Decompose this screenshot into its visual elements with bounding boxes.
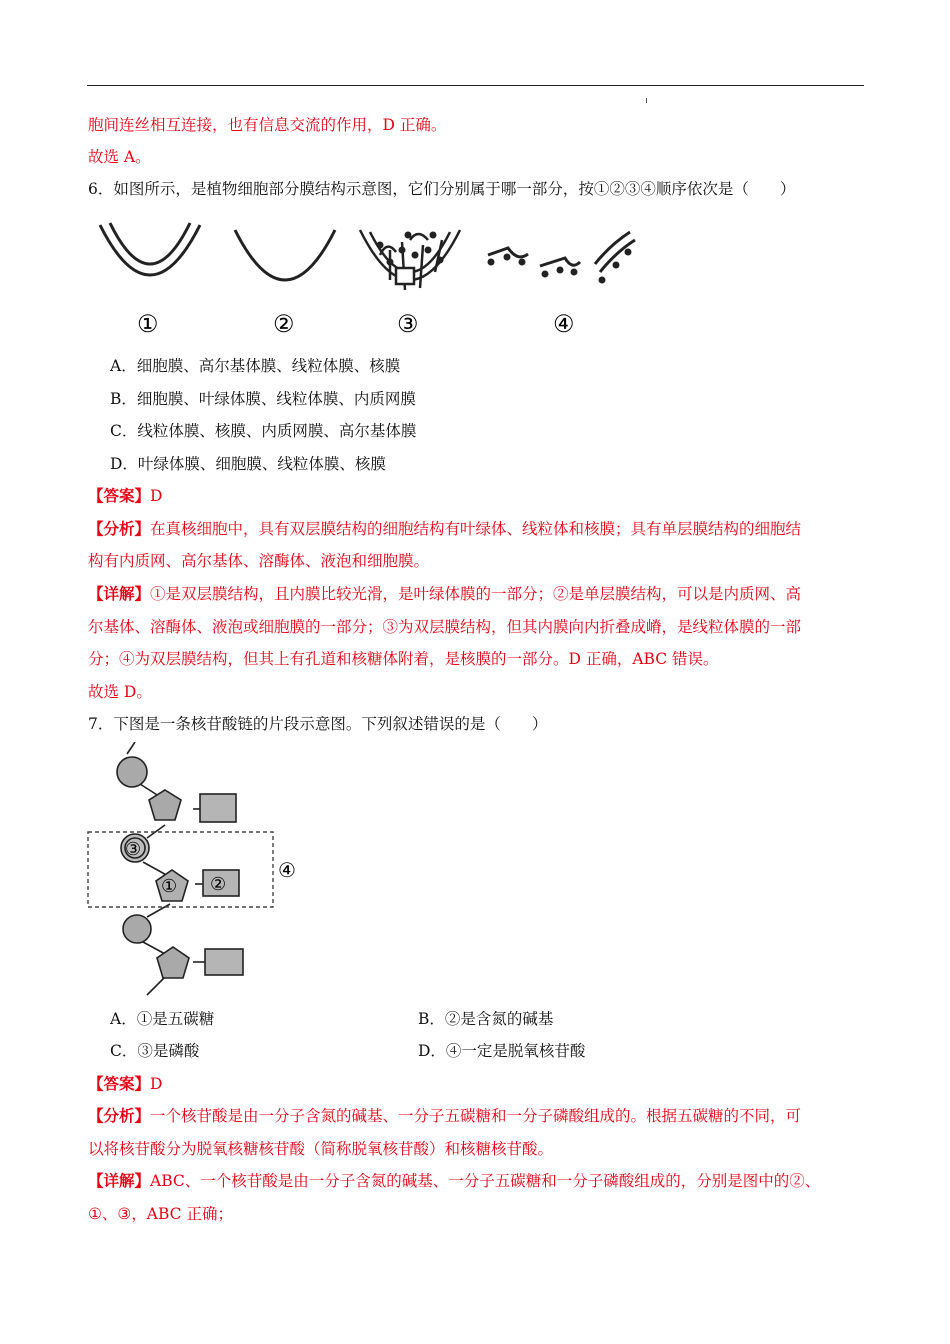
unit-3 — [123, 915, 243, 978]
q6-option-c: C．线粒体膜、核膜、内质网膜、高尔基体膜 — [110, 422, 417, 440]
membrane-3-drawing — [360, 230, 460, 290]
q7-answer-value: D — [150, 1075, 163, 1093]
q7-option-a: A．①是五碳糖 — [110, 1010, 215, 1028]
q7-answer-tag: 【答案】 — [88, 1074, 151, 1093]
q6-stem: 6．如图所示，是植物细胞部分膜结构示意图，它们分别属于哪一部分，按①②③④顺序依次是（ ） — [88, 180, 796, 198]
q6-detail-line-3: 分；④为双层膜结构，但其上有孔道和核糖体附着，是核膜的一部分。D 正确，ABC 错误。 — [88, 650, 719, 668]
membrane-2-drawing — [235, 230, 335, 280]
q6-figure-label-2: ② — [273, 310, 295, 338]
q6-answer-value: D — [150, 487, 163, 505]
q7-nucleotide-chain-figure — [85, 742, 315, 997]
q6-detail-line-2: 尔基体、溶酶体、液泡或细胞膜的一部分；③为双层膜结构，但其内膜向内折叠成嵴，是线粒体膜的一部 — [88, 618, 802, 636]
header-rule — [87, 85, 864, 86]
q7-option-d: D．④一定是脱氧核苷酸 — [418, 1042, 586, 1060]
q6-analysis-tag: 【分析】 — [88, 519, 151, 538]
q7-label-phosphate: ③ — [125, 839, 142, 860]
q7-analysis-line-1: 一个核苷酸是由一分子含氮的碱基、一分子五碳糖和一分子磷酸组成的。根据五碳糖的不同，可 — [150, 1107, 802, 1125]
prev-conclusion: 故选 A。 — [88, 148, 151, 166]
q7-analysis-tag: 【分析】 — [88, 1106, 151, 1125]
q7-analysis — [88, 1106, 801, 1126]
q6-answer — [88, 486, 162, 506]
q6-detail-line-1: ①是双层膜结构，且内膜比较光滑，是叶绿体膜的一部分；②是单层膜结构，可以是内质网、高 — [150, 585, 802, 603]
q6-figure-label-3: ③ — [397, 310, 419, 338]
q7-detail-line-1: ABC、一个核苷酸是由一分子含氮的碱基、一分子五碳糖和一分子磷酸组成的，分别是图中的②、 — [150, 1172, 821, 1190]
q7-label-base: ② — [210, 874, 227, 895]
prev-explanation-line: 胞间连丝相互连接，也有信息交流的作用，D 正确。 — [88, 116, 447, 134]
q6-analysis-line-2: 构有内质网、高尔基体、溶酶体、液泡和细胞膜。 — [88, 552, 430, 570]
q6-answer-tag: 【答案】 — [88, 486, 151, 505]
q6-detail-tag: 【详解】 — [88, 584, 151, 603]
q7-answer — [88, 1074, 162, 1094]
membrane-3-particles — [377, 232, 444, 266]
q6-figure-label-4: ④ — [553, 310, 575, 338]
q6-analysis-line-1: 在真核细胞中，具有双层膜结构的细胞结构有叶绿体、线粒体和核膜；具有单层膜结构的细胞结 — [150, 520, 802, 538]
membrane-1-drawing — [100, 223, 200, 275]
q6-detail — [88, 584, 801, 604]
unit-1 — [117, 757, 236, 822]
q6-option-a: A．细胞膜、高尔基体膜、线粒体膜、核膜 — [110, 357, 401, 375]
q6-conclusion: 故选 D。 — [88, 683, 152, 701]
q6-analysis — [88, 519, 801, 539]
q7-detail-line-2: ①、③，ABC 正确； — [88, 1205, 233, 1223]
q7-detail-tag: 【详解】 — [88, 1171, 151, 1190]
q7-detail — [88, 1171, 820, 1191]
header-tick-mark — [646, 98, 647, 103]
q6-option-b: B．细胞膜、叶绿体膜、线粒体膜、内质网膜 — [110, 390, 416, 408]
q7-label-nucleotide: ④ — [278, 858, 296, 882]
q7-label-sugar: ① — [161, 876, 178, 897]
q7-option-b: B．②是含氮的碱基 — [418, 1010, 554, 1028]
q6-membrane-figure — [90, 210, 650, 345]
q7-analysis-line-2: 以将核苷酸分为脱氧核糖核苷酸（简称脱氧核苷酸）和核糖核苷酸。 — [88, 1140, 554, 1158]
membrane-4-ribosomes — [488, 249, 632, 284]
q6-figure-label-1: ① — [137, 310, 159, 338]
q7-stem: 7．下图是一条核苷酸链的片段示意图。下列叙述错误的是（ ） — [88, 715, 548, 733]
q7-option-c: C．③是磷酸 — [110, 1042, 200, 1060]
q6-option-d: D．叶绿体膜、细胞膜、线粒体膜、核膜 — [110, 455, 386, 473]
